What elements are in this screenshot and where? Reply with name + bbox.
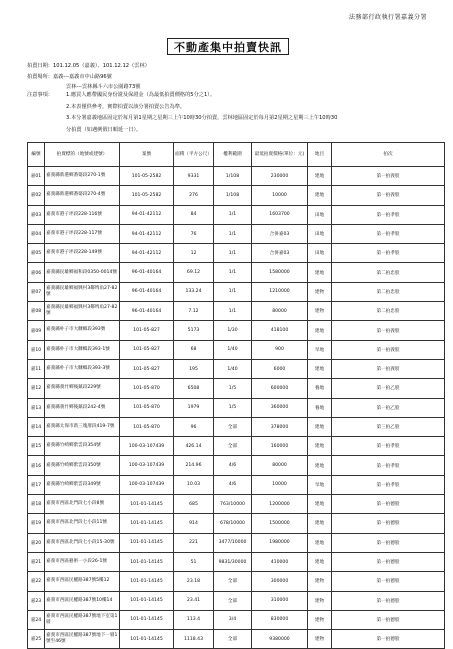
col-header-remark: 拍次	[332, 143, 445, 167]
cell-case-no: 96-01-40164	[120, 302, 174, 321]
cell-remark: 第一拍德股	[332, 533, 445, 552]
cell-area: 23.41	[174, 591, 214, 610]
note-3b: 分拍賣（如遇例假日順延一日）。	[66, 127, 142, 134]
cell-area: 84	[174, 205, 214, 224]
cell-address: 嘉義市西區民權路387號地下一層1號至46號	[45, 630, 120, 649]
cell-price: 410000	[252, 552, 308, 571]
cell-type: 建地	[308, 552, 332, 571]
cell-price: 80000	[252, 302, 308, 321]
cell-address: 嘉義縣竹崎鄉紫雲段350號	[45, 456, 120, 475]
cell-share: 全部	[214, 591, 252, 610]
cell-type: 建地	[308, 167, 332, 186]
cell-code: 嘉05	[28, 244, 45, 263]
cell-remark: 第一拍孝股	[332, 437, 445, 456]
notes-block	[27, 90, 427, 137]
table-row	[28, 340, 445, 359]
note-1: 1.應買人應帶國民身份證及保證金（為最低拍賣價格的5分之1）。	[66, 92, 216, 98]
cell-share: 4/6	[214, 456, 252, 475]
cell-price: 600000	[252, 379, 308, 398]
cell-type: 田地	[308, 244, 332, 263]
cell-case-no: 101-01-14145	[120, 591, 174, 610]
cell-share: 1/40	[214, 359, 252, 378]
col-header-min-price: 最低拍賣價格(單位：元)	[252, 143, 308, 167]
cell-code: 嘉04	[28, 224, 45, 243]
cell-address: 嘉義縣朴子市大糠榔段393-1號	[45, 340, 120, 359]
cell-case-no: 96-01-40164	[120, 282, 174, 301]
cell-type: 旱地	[308, 475, 332, 494]
cell-case-no: 101-01-14145	[120, 552, 174, 571]
cell-share: 全部	[214, 630, 252, 649]
cell-code: 嘉08	[28, 302, 45, 321]
cell-area: 685	[174, 495, 214, 514]
cell-price: 合併嘉03	[252, 224, 308, 243]
cell-case-no: 101-05-870	[120, 417, 174, 436]
cell-remark: 第一拍義股	[332, 359, 445, 378]
cell-case-no: 101-05-827	[120, 321, 174, 340]
cell-type: 田地	[308, 205, 332, 224]
col-header-type: 地目	[308, 143, 332, 167]
cell-address: 嘉義縣竹崎鄉紫雲段349號	[45, 475, 120, 494]
table-row	[28, 321, 445, 340]
notes-label: 注意事項：	[27, 92, 53, 98]
cell-remark: 第一拍德股	[332, 495, 445, 514]
cell-case-no: 101-01-14145	[120, 630, 174, 649]
col-header-share: 權利範圍	[214, 143, 252, 167]
cell-address: 嘉義市港子坪段228-149號	[45, 244, 120, 263]
cell-type: 建地	[308, 456, 332, 475]
cell-remark: 第一拍德股	[332, 514, 445, 533]
cell-remark: 第一拍孝股	[332, 456, 445, 475]
cell-area: 76	[174, 224, 214, 243]
cell-share: 1/108	[214, 167, 252, 186]
cell-address: 嘉義縣民雄鄉福和段0350-0014號	[45, 263, 120, 282]
cell-area: 1118.43	[174, 630, 214, 649]
cell-area: 5173	[174, 321, 214, 340]
table-row	[28, 302, 445, 321]
cell-share: 763/10000	[214, 495, 252, 514]
auction-date-label: 拍賣日期：	[27, 63, 53, 69]
cell-address: 嘉義市西區北門段七小段15-30號	[45, 533, 120, 552]
cell-address: 嘉義市西區民權路387號地下室第1層	[45, 610, 120, 629]
cell-code: 嘉01	[28, 167, 45, 186]
cell-area: 7.12	[174, 302, 214, 321]
cell-remark: 第一拍乙股	[332, 379, 445, 398]
cell-case-no: 101-05-2582	[120, 186, 174, 205]
cell-share: 1/5	[214, 398, 252, 417]
cell-remark: 第一拍德股	[332, 591, 445, 610]
cell-remark: 第三拍乙股	[332, 417, 445, 436]
table-row	[28, 475, 445, 494]
cell-share: 3/4	[214, 610, 252, 629]
cell-code: 嘉18	[28, 495, 45, 514]
cell-remark: 第一拍孝股	[332, 475, 445, 494]
cell-area: 914	[174, 514, 214, 533]
cell-case-no: 101-01-14145	[120, 514, 174, 533]
cell-type: 建地	[308, 186, 332, 205]
cell-type: 建地	[308, 495, 332, 514]
table-row	[28, 244, 445, 263]
note-3a: 3.本分署嘉義地區固定於每月第1星期之星期三上午10時30分拍賣，雲林地區固定於每月第2星期之星期三上午10時30	[66, 115, 338, 122]
cell-price: 80000	[252, 456, 308, 475]
cell-code: 嘉23	[28, 591, 45, 610]
cell-type: 建物	[308, 302, 332, 321]
cell-code: 嘉19	[28, 514, 45, 533]
cell-price: 378000	[252, 417, 308, 436]
cell-share: 全部	[214, 437, 252, 456]
cell-code: 嘉07	[28, 282, 45, 301]
cell-area: 195	[174, 359, 214, 378]
cell-price: 900	[252, 340, 308, 359]
cell-address: 嘉義縣新港鄉番婆段270-4號	[45, 186, 120, 205]
table-row	[28, 591, 445, 610]
cell-share: 1/1	[214, 205, 252, 224]
cell-code: 嘉03	[28, 205, 45, 224]
cell-remark: 第一拍德股	[332, 610, 445, 629]
cell-code: 嘉12	[28, 379, 45, 398]
cell-share: 678/10000	[214, 514, 252, 533]
cell-code: 嘉02	[28, 186, 45, 205]
cell-code: 嘉14	[28, 417, 45, 436]
cell-case-no: 101-05-827	[120, 340, 174, 359]
cell-address: 嘉義縣義竹鄉後鎮段242-4號	[45, 398, 120, 417]
note-2: 2.本表僅供參考，實際拍賣以該分署拍賣公告為準。	[66, 103, 186, 110]
cell-address: 嘉義市西區民權路387號10樓14	[45, 591, 120, 610]
cell-share: 全部	[214, 572, 252, 591]
cell-code: 嘉20	[28, 533, 45, 552]
cell-remark: 第一拍義股	[332, 321, 445, 340]
table-row	[28, 552, 445, 571]
cell-remark: 第一拍義股	[332, 167, 445, 186]
cell-code: 嘉21	[28, 552, 45, 571]
cell-code: 嘉16	[28, 456, 45, 475]
cell-case-no: 101-05-827	[120, 359, 174, 378]
cell-type: 建地	[308, 263, 332, 282]
cell-remark: 第一拍義股	[332, 186, 445, 205]
cell-case-no: 101-05-2582	[120, 167, 174, 186]
cell-address: 嘉義縣朴子市大糠榔段393-3號	[45, 359, 120, 378]
cell-remark: 第一拍義股	[332, 340, 445, 359]
location-label: 拍賣場所：	[27, 74, 53, 80]
cell-case-no: 94-01-42112	[120, 224, 174, 243]
cell-address: 嘉義縣太保市新三塊厝段419-7號	[45, 417, 120, 436]
table-row	[28, 167, 445, 186]
cell-share: 1/1	[214, 282, 252, 301]
table-row	[28, 572, 445, 591]
cell-type: 建物	[308, 282, 332, 301]
cell-code: 嘉17	[28, 475, 45, 494]
cell-share: 1/30	[214, 321, 252, 340]
cell-price: 6000	[252, 359, 308, 378]
cell-area: 96	[174, 417, 214, 436]
cell-share: 1/108	[214, 186, 252, 205]
cell-area: 276	[174, 186, 214, 205]
cell-address: 嘉義市西區民權路387號5樓12	[45, 572, 120, 591]
table-body	[28, 167, 445, 649]
table-row	[28, 437, 445, 456]
cell-case-no: 101-01-14145	[120, 610, 174, 629]
cell-share: 1/1	[214, 302, 252, 321]
cell-address: 嘉義市西區北門段七小段8號	[45, 495, 120, 514]
cell-type: 建物	[308, 572, 332, 591]
cell-case-no: 100-03-107439	[120, 475, 174, 494]
cell-remark: 第一拍孝股	[332, 224, 445, 243]
cell-price: 418100	[252, 321, 308, 340]
location-line-1	[27, 75, 112, 80]
cell-case-no: 101-01-14145	[120, 533, 174, 552]
table-row	[28, 398, 445, 417]
cell-area: 113.4	[174, 610, 214, 629]
cell-price: 10000	[252, 186, 308, 205]
cell-type: 養地	[308, 398, 332, 417]
cell-address: 嘉義縣新港鄉番婆段270-1號	[45, 167, 120, 186]
cell-type: 建物	[308, 630, 332, 649]
cell-type: 建物	[308, 591, 332, 610]
cell-price: 300000	[252, 572, 308, 591]
auction-date-value: 101.12.05（嘉義）、101.12.12（雲林）	[52, 63, 150, 69]
cell-address: 嘉義縣民雄鄉福興村3鄰埤角27-82號	[45, 302, 120, 321]
cell-remark: 第二拍忠股	[332, 302, 445, 321]
cell-type: 建地	[308, 417, 332, 436]
cell-remark: 第一拍德股	[332, 552, 445, 571]
cell-area: 51	[174, 552, 214, 571]
cell-share: 1/1	[214, 244, 252, 263]
cell-type: 養地	[308, 379, 332, 398]
cell-area: 426.14	[174, 437, 214, 456]
cell-area: 6508	[174, 379, 214, 398]
cell-case-no: 101-01-14145	[120, 572, 174, 591]
cell-type: 建地	[308, 321, 332, 340]
cell-address: 嘉義市西區北門段七小段11號	[45, 514, 120, 533]
cell-address: 嘉義市港子坪段228-116號	[45, 205, 120, 224]
table-row	[28, 456, 445, 475]
table-header-row	[28, 143, 445, 167]
page-title: 不動產集中拍賣快訊	[167, 38, 289, 55]
cell-area: 9331	[174, 167, 214, 186]
cell-price: 合併嘉03	[252, 244, 308, 263]
cell-area: 221	[174, 533, 214, 552]
cell-remark: 第一拍德股	[332, 630, 445, 649]
cell-case-no: 101-05-870	[120, 379, 174, 398]
cell-remark: 第二拍忠股	[332, 282, 445, 301]
cell-code: 嘉13	[28, 398, 45, 417]
cell-type: 建物	[308, 610, 332, 629]
cell-share: 3477/10000	[214, 533, 252, 552]
cell-price: 160000	[252, 437, 308, 456]
cell-price: 1200000	[252, 495, 308, 514]
cell-address: 嘉義縣民雄鄉福興村3鄰埤角27-82號	[45, 282, 120, 301]
cell-type: 田地	[308, 224, 332, 243]
cell-type: 旱地	[308, 340, 332, 359]
cell-case-no: 96-01-40164	[120, 263, 174, 282]
cell-remark: 第一拍德股	[332, 572, 445, 591]
cell-area: 12	[174, 244, 214, 263]
cell-area: 1979	[174, 398, 214, 417]
cell-code: 嘉22	[28, 572, 45, 591]
table-row	[28, 282, 445, 301]
cell-area: 214.96	[174, 456, 214, 475]
table-row	[28, 186, 445, 205]
cell-share: 4/6	[214, 475, 252, 494]
table-row	[28, 359, 445, 378]
cell-area: 68	[174, 340, 214, 359]
cell-case-no: 94-01-42112	[120, 205, 174, 224]
cell-remark: 第二拍忠股	[332, 263, 445, 282]
cell-remark: 第一拍孝股	[332, 244, 445, 263]
cell-address: 嘉義縣義竹鄉後鎮段229號	[45, 379, 120, 398]
location-line-2: 雲林---雲林縣斗六市公園路73號	[66, 84, 141, 90]
cell-area: 23.18	[174, 572, 214, 591]
table-row	[28, 379, 445, 398]
cell-price: 230000	[252, 167, 308, 186]
cell-code: 嘉24	[28, 610, 45, 629]
cell-price: 310000	[252, 591, 308, 610]
cell-share: 全部	[214, 417, 252, 436]
cell-remark: 第一拍乙股	[332, 398, 445, 417]
col-header-area: 面積（平方公尺）	[174, 143, 214, 167]
cell-price: 1500000	[252, 514, 308, 533]
cell-share: 1/40	[214, 340, 252, 359]
cell-code: 嘉10	[28, 340, 45, 359]
cell-remark: 第一拍孝股	[332, 205, 445, 224]
cell-price: 1210000	[252, 282, 308, 301]
cell-code: 嘉06	[28, 263, 45, 282]
cell-address: 嘉義市港子坪段228-117號	[45, 224, 120, 243]
table-row	[28, 263, 445, 282]
cell-area: 133.24	[174, 282, 214, 301]
cell-case-no: 94-01-42112	[120, 244, 174, 263]
cell-address: 嘉義縣朴子市大糠榔段393號	[45, 321, 120, 340]
auction-table	[27, 142, 445, 649]
cell-code: 嘉15	[28, 437, 45, 456]
cell-code: 嘉25	[28, 630, 45, 649]
cell-price: 9380000	[252, 630, 308, 649]
cell-share: 1/5	[214, 379, 252, 398]
cell-type: 建地	[308, 359, 332, 378]
cell-case-no: 100-03-107439	[120, 437, 174, 456]
cell-price: 830000	[252, 610, 308, 629]
col-header-address: 拍賣標的（地號或建號）	[45, 143, 120, 167]
cell-area: 10.03	[174, 475, 214, 494]
cell-share: 1/1	[214, 263, 252, 282]
cell-case-no: 101-01-14145	[120, 495, 174, 514]
table-row	[28, 495, 445, 514]
col-header-case-no: 案號	[120, 143, 174, 167]
cell-price: 360000	[252, 398, 308, 417]
cell-price: 1580000	[252, 263, 308, 282]
cell-type: 建地	[308, 514, 332, 533]
table-row	[28, 630, 445, 649]
cell-type: 建地	[308, 437, 332, 456]
cell-area: 69.12	[174, 263, 214, 282]
cell-case-no: 100-03-107439	[120, 456, 174, 475]
auction-date-line	[27, 64, 150, 69]
cell-address: 嘉義縣竹崎鄉紫雲段354號	[45, 437, 120, 456]
table-row	[28, 224, 445, 243]
cell-code: 嘉11	[28, 359, 45, 378]
table-row	[28, 417, 445, 436]
cell-type: 建地	[308, 533, 332, 552]
agency-name: 法務部行政執行署嘉義分署	[348, 14, 427, 21]
location-value-1: 嘉義---嘉義市中山路96號	[52, 74, 112, 80]
table-row	[28, 514, 445, 533]
cell-share: 9831/30000	[214, 552, 252, 571]
cell-price: 10000	[252, 475, 308, 494]
cell-price: 1603700	[252, 205, 308, 224]
cell-price: 1980000	[252, 533, 308, 552]
cell-share: 1/1	[214, 224, 252, 243]
cell-case-no: 101-05-870	[120, 398, 174, 417]
table-row	[28, 610, 445, 629]
col-header-code: 編號	[28, 143, 45, 167]
table-row	[28, 533, 445, 552]
table-row	[28, 205, 445, 224]
cell-code: 嘉09	[28, 321, 45, 340]
cell-address: 嘉義市西區藝術一小段26-1號	[45, 552, 120, 571]
